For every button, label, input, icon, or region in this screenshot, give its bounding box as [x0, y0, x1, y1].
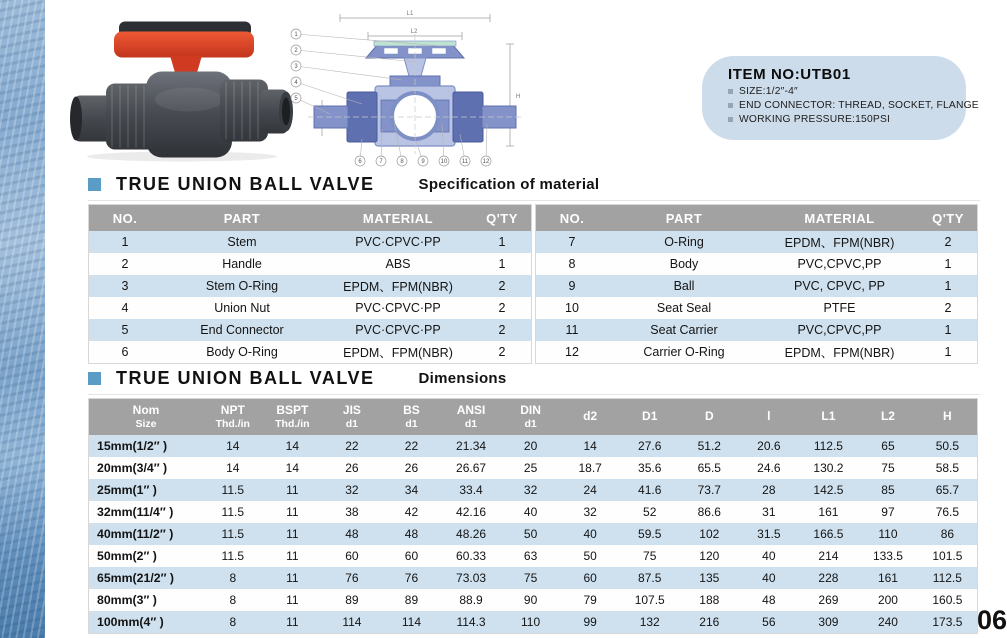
table-cell: O-Ring [608, 231, 760, 253]
table-cell: 114 [322, 611, 382, 634]
table-row [536, 341, 978, 364]
table-cell: 24 [560, 479, 620, 501]
column-header: H [918, 399, 978, 436]
table-cell: 86 [918, 523, 978, 545]
table-cell: 107.5 [620, 589, 680, 611]
table-cell: 11.5 [203, 501, 263, 523]
table-cell: 33.4 [441, 479, 501, 501]
table-cell: 22 [382, 435, 442, 457]
table-cell: 15mm(1/2″ ) [89, 435, 204, 457]
table-cell: 1 [919, 253, 978, 275]
bullet-icon [728, 103, 733, 108]
table-cell: 11 [263, 589, 323, 611]
table-cell: 14 [263, 457, 323, 479]
table-cell: 14 [560, 435, 620, 457]
table-cell: 166.5 [799, 523, 859, 545]
table-cell: PTFE [760, 297, 919, 319]
table-cell: 75 [858, 457, 918, 479]
svg-text:9: 9 [421, 159, 425, 166]
column-header: BS d1 [382, 399, 442, 436]
table-cell: 50mm(2″ ) [89, 545, 204, 567]
table-cell: 309 [799, 611, 859, 634]
table-cell: 34 [382, 479, 442, 501]
table-cell: 1 [473, 231, 532, 253]
svg-text:8: 8 [400, 159, 404, 166]
table-cell: Carrier O-Ring [608, 341, 760, 364]
table-cell: 65 [858, 435, 918, 457]
column-header: Nom Size [89, 399, 204, 436]
column-header: L1 [799, 399, 859, 436]
table-cell: 52 [620, 501, 680, 523]
table-cell: Body O-Ring [161, 341, 323, 364]
table-cell: 2 [919, 231, 978, 253]
table-row [89, 611, 978, 634]
table-cell: 51.2 [680, 435, 740, 457]
table-cell: 40 [501, 501, 561, 523]
table-cell: 8 [203, 589, 263, 611]
svg-text:3: 3 [294, 64, 298, 71]
table-cell: 9 [536, 275, 609, 297]
table-cell: 1 [919, 275, 978, 297]
page-number: 06 [976, 605, 1007, 635]
table-cell: 76 [382, 567, 442, 589]
table-cell: 11 [536, 319, 609, 341]
table-cell: 11.5 [203, 523, 263, 545]
section-subtitle: Dimensions [418, 370, 507, 387]
svg-text:2: 2 [294, 48, 298, 55]
table-row [89, 231, 532, 253]
table-cell: 1 [919, 341, 978, 364]
column-header: MATERIAL [760, 205, 919, 232]
valve-photo [62, 6, 297, 164]
table-cell: EPDM、FPM(NBR) [760, 231, 919, 253]
item-info-box [702, 56, 979, 140]
table-row [89, 567, 978, 589]
item-spec-list [728, 86, 979, 125]
table-cell: 28 [739, 479, 799, 501]
table-row [89, 457, 978, 479]
table-cell: 25 [501, 457, 561, 479]
table-cell: 88.9 [441, 589, 501, 611]
column-header: NO. [536, 205, 609, 232]
table-cell: 21.34 [441, 435, 501, 457]
table-cell: 89 [322, 589, 382, 611]
table-cell: 11 [263, 479, 323, 501]
table-cell: 58.5 [918, 457, 978, 479]
table-cell: 32mm(11/4″ ) [89, 501, 204, 523]
table-cell: 48 [382, 523, 442, 545]
table-cell: Ball [608, 275, 760, 297]
table-cell: 1 [89, 231, 162, 253]
table-cell: 48 [322, 523, 382, 545]
table-cell: 112.5 [799, 435, 859, 457]
table-cell: 228 [799, 567, 859, 589]
svg-text:6: 6 [358, 159, 362, 166]
dim-label-l2: L2 [410, 29, 418, 35]
table-cell: 112.5 [918, 567, 978, 589]
column-header: D [680, 399, 740, 436]
table-cell: 32 [501, 479, 561, 501]
material-table-left [88, 204, 532, 364]
table-cell: 269 [799, 589, 859, 611]
table-cell: 40mm(11/2″ ) [89, 523, 204, 545]
table-cell: 65.5 [680, 457, 740, 479]
table-cell: 18.7 [560, 457, 620, 479]
table-cell: 48 [739, 589, 799, 611]
table-cell: PVC·CPVC·PP [323, 297, 473, 319]
section-title: TRUE UNION BALL VALVE [116, 368, 375, 388]
section-bullet-icon [88, 178, 101, 191]
table-cell: 1 [473, 253, 532, 275]
table-cell: 216 [680, 611, 740, 634]
table-cell: 2 [473, 341, 532, 364]
table-cell: 110 [858, 523, 918, 545]
table-cell: PVC, CPVC, PP [760, 275, 919, 297]
table-cell: EPDM、FPM(NBR) [760, 341, 919, 364]
table-cell: 90 [501, 589, 561, 611]
table-cell: 56 [739, 611, 799, 634]
table-cell: 2 [473, 275, 532, 297]
table-row [536, 319, 978, 341]
table-cell: 85 [858, 479, 918, 501]
table-cell: 11 [263, 545, 323, 567]
table-cell: EPDM、FPM(NBR) [323, 275, 473, 297]
table-cell: 11 [263, 501, 323, 523]
svg-text:1: 1 [294, 32, 298, 39]
table-cell: 133.5 [858, 545, 918, 567]
table-cell: 20 [501, 435, 561, 457]
column-header: PART [608, 205, 760, 232]
table-cell: Handle [161, 253, 323, 275]
table-cell: 97 [858, 501, 918, 523]
dim-label-h: H [516, 94, 521, 100]
table-cell: 2 [89, 253, 162, 275]
column-header: PART [161, 205, 323, 232]
table-cell: 8 [203, 611, 263, 634]
table-row [536, 297, 978, 319]
table-cell: 76.5 [918, 501, 978, 523]
table-cell: 35.6 [620, 457, 680, 479]
table-row [89, 545, 978, 567]
table-cell: 7 [536, 231, 609, 253]
table-cell: 161 [799, 501, 859, 523]
table-cell: 25mm(1″ ) [89, 479, 204, 501]
section-heading-material [88, 174, 980, 201]
table-cell: 20mm(3/4″ ) [89, 457, 204, 479]
table-row [89, 589, 978, 611]
table-row [89, 297, 532, 319]
table-cell: 114.3 [441, 611, 501, 634]
table-cell: PVC·CPVC·PP [323, 231, 473, 253]
table-cell: 22 [322, 435, 382, 457]
svg-text:11: 11 [461, 159, 469, 166]
section-heading-dimensions [88, 368, 980, 395]
svg-text:5: 5 [294, 96, 298, 103]
item-spec-text: WORKING PRESSURE:150PSI [739, 114, 891, 125]
table-row [89, 275, 532, 297]
header-row [89, 399, 978, 436]
table-cell: 173.5 [918, 611, 978, 634]
section-title: TRUE UNION BALL VALVE [116, 174, 375, 194]
table-cell: 120 [680, 545, 740, 567]
header-row [536, 205, 978, 232]
svg-text:10: 10 [440, 159, 448, 166]
table-cell: 26.67 [441, 457, 501, 479]
table-cell: 11.5 [203, 545, 263, 567]
table-cell: 8 [536, 253, 609, 275]
table-cell: 40 [739, 545, 799, 567]
table-cell: 240 [858, 611, 918, 634]
table-cell: 60.33 [441, 545, 501, 567]
column-header: d2 [560, 399, 620, 436]
item-spec-line [728, 100, 979, 111]
table-cell: Stem [161, 231, 323, 253]
table-cell: 142.5 [799, 479, 859, 501]
column-header: ANSI d1 [441, 399, 501, 436]
table-cell: 86.6 [680, 501, 740, 523]
table-cell: Stem O-Ring [161, 275, 323, 297]
table-cell: 26 [382, 457, 442, 479]
item-number: ITEM NO:UTB01 [728, 66, 851, 83]
table-cell: 11 [263, 523, 323, 545]
table-cell: 161 [858, 567, 918, 589]
table-cell: 42.16 [441, 501, 501, 523]
table-cell: Union Nut [161, 297, 323, 319]
table-cell: 42 [382, 501, 442, 523]
svg-text:12: 12 [482, 159, 490, 166]
table-cell: 41.6 [620, 479, 680, 501]
table-cell: 32 [560, 501, 620, 523]
dim-label-l1: L1 [406, 11, 414, 17]
table-cell: 73.7 [680, 479, 740, 501]
dimensions-table [88, 398, 978, 634]
svg-text:7: 7 [379, 159, 383, 166]
table-cell: 11 [263, 611, 323, 634]
column-header: JIS d1 [322, 399, 382, 436]
table-cell: 214 [799, 545, 859, 567]
table-cell: 10 [536, 297, 609, 319]
table-cell: 2 [919, 297, 978, 319]
table-cell: 3 [89, 275, 162, 297]
valve-diagram-art [282, 4, 530, 170]
table-cell: 31 [739, 501, 799, 523]
table-row [89, 319, 532, 341]
table-row [89, 253, 532, 275]
column-header: Q'TY [919, 205, 978, 232]
svg-text:4: 4 [294, 80, 298, 87]
table-cell: 79 [560, 589, 620, 611]
table-cell: 99 [560, 611, 620, 634]
bullet-icon [728, 89, 733, 94]
table-cell: 65.7 [918, 479, 978, 501]
table-cell: 14 [203, 457, 263, 479]
table-cell: 114 [382, 611, 442, 634]
table-cell: 31.5 [739, 523, 799, 545]
table-cell: 11.5 [203, 479, 263, 501]
table-row [536, 231, 978, 253]
table-cell: 8 [203, 567, 263, 589]
table-row [89, 523, 978, 545]
table-cell: 12 [536, 341, 609, 364]
table-cell: 160.5 [918, 589, 978, 611]
table-cell: 75 [620, 545, 680, 567]
header-row [89, 205, 532, 232]
table-cell: 48.26 [441, 523, 501, 545]
table-cell: PVC,CPVC,PP [760, 253, 919, 275]
table-cell: Seat Carrier [608, 319, 760, 341]
table-cell: 200 [858, 589, 918, 611]
table-cell: Body [608, 253, 760, 275]
table-cell: 60 [560, 567, 620, 589]
table-cell: 101.5 [918, 545, 978, 567]
table-cell: End Connector [161, 319, 323, 341]
table-row [536, 275, 978, 297]
table-cell: 76 [322, 567, 382, 589]
column-header: BSPT Thd./in [263, 399, 323, 436]
table-row [536, 253, 978, 275]
table-row [89, 479, 978, 501]
table-cell: 50 [560, 545, 620, 567]
table-cell: 100mm(4″ ) [89, 611, 204, 634]
column-header: Q'TY [473, 205, 532, 232]
item-spec-text: SIZE:1/2″-4″ [739, 86, 798, 97]
table-cell: 24.6 [739, 457, 799, 479]
valve-photo-art [62, 6, 297, 164]
item-spec-line [728, 114, 950, 125]
table-row [89, 501, 978, 523]
table-cell: 63 [501, 545, 561, 567]
column-header: D1 [620, 399, 680, 436]
table-cell: PVC·CPVC·PP [323, 319, 473, 341]
table-cell: 32 [322, 479, 382, 501]
item-spec-text: END CONNECTOR: THREAD, SOCKET, FLANGE [739, 100, 979, 111]
table-cell: PVC,CPVC,PP [760, 319, 919, 341]
table-cell: 87.5 [620, 567, 680, 589]
section-bullet-icon [88, 372, 101, 385]
table-cell: 14 [263, 435, 323, 457]
table-row [89, 341, 532, 364]
table-cell: 59.5 [620, 523, 680, 545]
table-cell: 2 [473, 297, 532, 319]
table-cell: 75 [501, 567, 561, 589]
material-table-right [535, 204, 978, 364]
table-cell: 20.6 [739, 435, 799, 457]
table-cell: 80mm(3″ ) [89, 589, 204, 611]
table-cell: 14 [203, 435, 263, 457]
table-cell: 130.2 [799, 457, 859, 479]
table-cell: 65mm(21/2″ ) [89, 567, 204, 589]
column-header: l [739, 399, 799, 436]
table-cell: 11 [263, 567, 323, 589]
table-cell: 110 [501, 611, 561, 634]
table-cell: 40 [560, 523, 620, 545]
column-header: DIN d1 [501, 399, 561, 436]
table-cell: 132 [620, 611, 680, 634]
table-cell: 40 [739, 567, 799, 589]
table-cell: 102 [680, 523, 740, 545]
table-cell: 89 [382, 589, 442, 611]
table-cell: 4 [89, 297, 162, 319]
table-cell: 27.6 [620, 435, 680, 457]
table-cell: 6 [89, 341, 162, 364]
table-cell: 50.5 [918, 435, 978, 457]
table-cell: 2 [473, 319, 532, 341]
table-cell: 50 [501, 523, 561, 545]
column-header: NO. [89, 205, 162, 232]
table-cell: EPDM、FPM(NBR) [323, 341, 473, 364]
table-cell: Seat Seal [608, 297, 760, 319]
item-spec-line [728, 86, 950, 97]
table-cell: 188 [680, 589, 740, 611]
table-cell: 73.03 [441, 567, 501, 589]
page-edge-decoration [0, 0, 45, 638]
table-cell: 26 [322, 457, 382, 479]
valve-diagram [282, 4, 530, 170]
column-header: MATERIAL [323, 205, 473, 232]
column-header: NPT Thd./in [203, 399, 263, 436]
table-cell: ABS [323, 253, 473, 275]
table-cell: 135 [680, 567, 740, 589]
table-cell: 1 [919, 319, 978, 341]
bullet-icon [728, 117, 733, 122]
table-cell: 5 [89, 319, 162, 341]
section-subtitle: Specification of material [418, 176, 600, 193]
table-cell: 60 [322, 545, 382, 567]
column-header: L2 [858, 399, 918, 436]
table-cell: 38 [322, 501, 382, 523]
table-cell: 60 [382, 545, 442, 567]
table-row [89, 435, 978, 457]
